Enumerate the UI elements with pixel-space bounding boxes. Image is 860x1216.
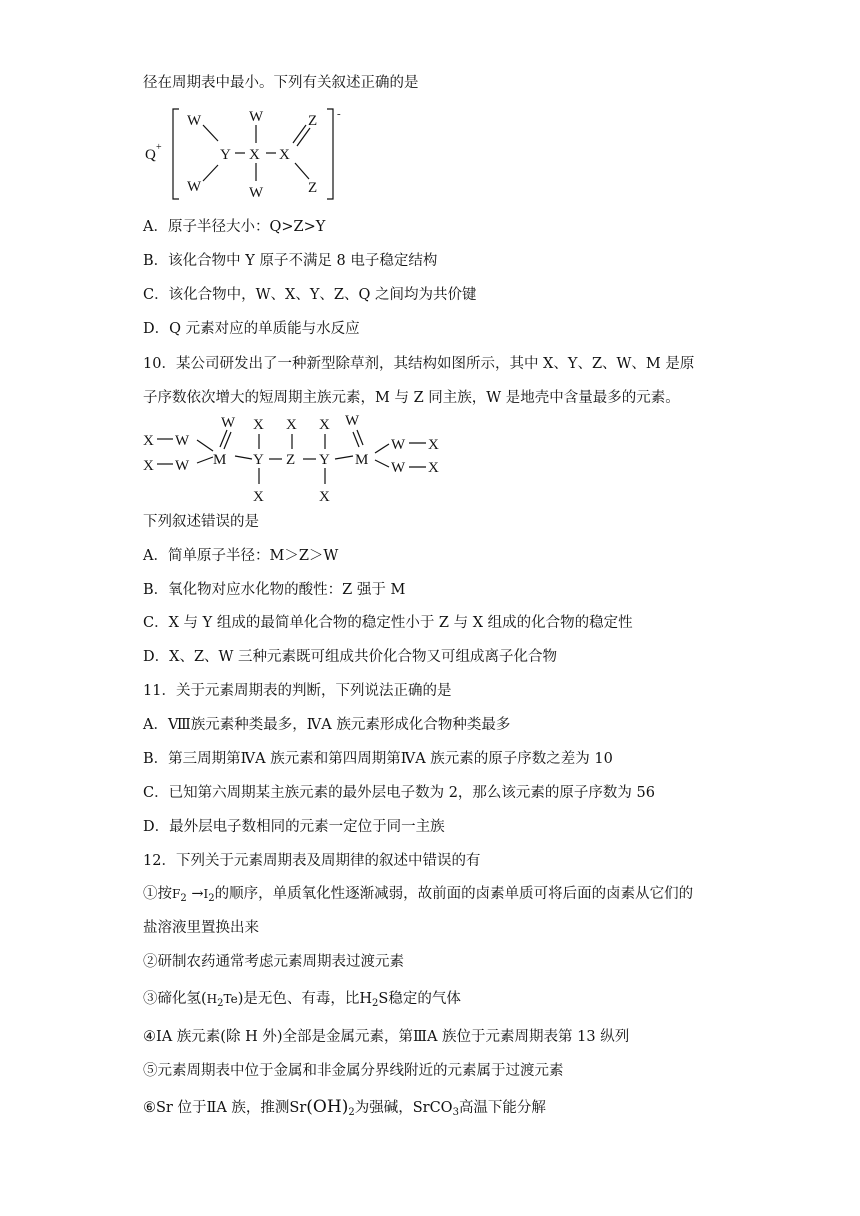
atom-X: X	[279, 147, 290, 163]
q10-option-a: A．简单原子半径：M＞Z＞W	[143, 548, 339, 564]
q12-statement-6: ⑥Sr 位于ⅡA 族，推测$Sr(OH)_2$为强碱，SrCO$_3$高温下能分解	[143, 1097, 546, 1118]
q12-statement-5: ⑤元素周期表中位于金属和非金属分界线附近的元素属于过渡元素	[143, 1063, 564, 1079]
left-bracket	[173, 109, 179, 199]
atom-X: X	[286, 417, 297, 433]
q9-option-c: C．该化合物中，W、X、Y、Z、Q 之间均为共价键	[143, 287, 477, 303]
q10-stem-line1: 10．某公司研发出了一种新型除草剂，其结构如图所示，其中 X、Y、Z、W、M 是原	[143, 356, 695, 372]
q10-stem-line2: 子序数依次增大的短周期主族元素，M 与 Z 同主族，W 是地壳中含量最多的元素。	[143, 390, 680, 406]
ionic-structure-diagram	[143, 103, 353, 205]
atom-W: W	[221, 415, 236, 431]
q12-statement-3: ③碲化氢$(H_2Te)$是无色、有毒，比$H_2S$稳定的气体	[143, 991, 461, 1009]
atom-Y: Y	[253, 452, 264, 468]
atom-Z: Z	[286, 452, 296, 468]
atom-X: X	[319, 417, 330, 433]
atom-X: X	[428, 460, 439, 476]
q12-statement-2: ②研制农药通常考虑元素周期表过渡元素	[143, 954, 404, 970]
atom-W: W	[345, 413, 360, 429]
atom-X: X	[428, 437, 439, 453]
atom-W: W	[175, 433, 190, 449]
cation-Q: Q	[145, 147, 156, 163]
q12-statement-4: ④ⅠA 族元素(除 H 外)全部是金属元素，第ⅢA 族位于元素周期表第 13 纵列	[143, 1029, 630, 1045]
q10-prompt: 下列叙述错误的是	[143, 514, 259, 530]
q11-option-d: D．最外层电子数相同的元素一定位于同一主族	[143, 819, 445, 835]
atom-Y: Y	[220, 147, 231, 163]
herbicide-structure-diagram	[143, 411, 453, 511]
atom-W: W	[391, 460, 406, 476]
q9-option-b: B．该化合物中 Y 原子不满足 8 电子稳定结构	[143, 253, 438, 269]
atom-W: W	[391, 437, 406, 453]
q10-option-b: B．氧化物对应水化物的酸性：Z 强于 M	[143, 582, 406, 598]
q12-stem: 12．下列关于元素周期表及周期律的叙述中错误的有	[143, 853, 481, 869]
q9-option-a: A．原子半径大小：Q>Z>Y	[143, 219, 326, 235]
atom-Z: Z	[308, 180, 318, 196]
atom-X: X	[143, 433, 154, 449]
anion-charge: -	[337, 108, 341, 120]
q11-option-c: C．已知第六周期某主族元素的最外层电子数为 2，那么该元素的原子序数为 56	[143, 785, 655, 801]
atom-W: W	[249, 109, 264, 125]
atom-X: X	[143, 458, 154, 474]
q12-statement-1-cont: 盐溶液里置换出来	[143, 920, 259, 936]
atom-W: W	[175, 458, 190, 474]
question-9-stem-tail: 径在周期表中最小。下列有关叙述正确的是	[143, 75, 419, 91]
atom-W: W	[187, 179, 202, 195]
atom-X: X	[319, 489, 330, 505]
atom-X: X	[249, 147, 260, 163]
q10-option-d: D．X、Z、W 三种元素既可组成共价化合物又可组成离子化合物	[143, 649, 558, 665]
q11-option-b: B．第三周期第ⅣA 族元素和第四周期第ⅣA 族元素的原子序数之差为 10	[143, 751, 613, 767]
atom-M: M	[355, 452, 369, 468]
q11-stem: 11．关于元素周期表的判断，下列说法正确的是	[143, 683, 452, 699]
atom-W: W	[249, 185, 264, 201]
right-bracket	[327, 109, 333, 199]
atom-X: X	[253, 489, 264, 505]
atom-X: X	[253, 417, 264, 433]
q9-option-d: D．Q 元素对应的单质能与水反应	[143, 321, 360, 337]
cation-charge: +	[156, 142, 162, 153]
q11-option-a: A．Ⅷ族元素种类最多，ⅣA 族元素形成化合物种类最多	[143, 717, 511, 733]
atom-Z: Z	[308, 113, 318, 129]
atom-Y: Y	[319, 452, 330, 468]
atom-W: W	[187, 113, 202, 129]
q12-statement-1: ①按$F_2 \to I_2$的顺序，单质氧化性逐渐减弱，故前面的卤素单质可将后面的卤素从它们的	[143, 886, 694, 904]
atom-M: M	[213, 452, 227, 468]
q10-option-c: C．X 与 Y 组成的最简单化合物的稳定性小于 Z 与 X 组成的化合物的稳定性	[143, 615, 633, 631]
